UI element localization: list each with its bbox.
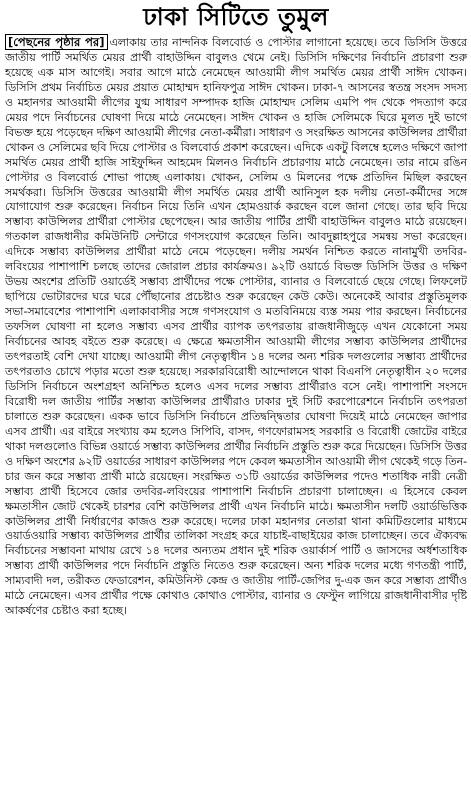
headline: ঢাকা সিটিতে তুমুল [143,3,329,31]
article-body-text: এলাকায় তার নান্দনিক বিলবোর্ড ও পোস্টার লাগানো হয়েছে। তবে ডিসিসি উত্তরে জাতীয় পার্টি সমর্থিত মেয়র প্রার্থী বাহাউদ্দিন বাবুলও থেমে নেই। ডিসিসি দক্ষিণের নির্বাচনি প্রচারণা শুরু হয়েছে এক মাস আগেই। সবার আগে মাঠে নেমেছেন আওয়ামী লীগ সমর্থিত মেয়র প্রার্থী সাঈদ খোকন। ডিসিসি প্রথম নির্বাচিত মেয়র প্রয়াত মোহাম্মদ হানিফপুত্র সাঈদ খোকন। ঢাকা-৭ আসনের স্বতন্ত্র সংসদ সদস্য ও মহানগর আওয়ামী লীগের যুগ্ম সাধারণ সম্পাদক হাজি মোহাম্মদ সেলিম এমপি পদ থেকে পদত্যাগ করে মেয়র পদে নির্বাচনের ঘোষণা দিয়ে মাঠে নেমেছেন। সাঈদ খোকন ও হাজি সেলিমকে ঘিরে মূলত দুই ভাগে বিভক্ত হয়ে পড়েছেন দক্ষিণ আওয়ামী লীগের নেতা-কর্মীরা। সাধারণ ও সংরক্ষিত আসনের কাউন্সিলর প্রার্থীরা খোকন ও সেলিমের ছবি দিয়ে পোস্টার ও বিলবোর্ড প্রকাশ করেছেন। এদিকে একটু বিলম্বে হলেও দক্ষিণে জাপা সমর্থিত মেয়র প্রার্থী হাজি সাইফুদ্দিন আহমেদ মিলনও নির্বাচনি প্রচারণায় মাঠে নেমেছেন। তার নামে রঙিন পোস্টার ও বিলবোর্ড শোভা পাচ্ছে এলাকায়। খোকন, সেলিম ও মিলনের পক্ষে প্রতিদিন মিছিল করছেন সমর্থকরা। ডিসিসি উত্তরের আওয়ামী লীগ সমর্থিত মেয়র প্রার্থী আনিসুল হক দলীয় নেতা-কর্মীদের সঙ্গে যোগাযোগ শুরু করেছেন। নির্বাচন নিয়ে তিনি এখন হোমওয়ার্ক করছেন বলে জানা গেছে। তার ছবি দিয়ে সম্ভাব্য কাউন্সিলর প্রার্থীরা পোস্টার ছেপেছেন। আর জাতীয় পার্টির প্রার্থী বাহাউদ্দিন বাবুলও মাঠে রয়েছেন। গতকাল রাজধানীর কমিউনিটি সেন্টারে গণসংযোগ করেছেন তিনি। আবদুল্লাহপুরে সমন্বয় সভা করেছেন। এদিকে সম্ভাব্য কাউন্সিলর প্রার্থীরা মাঠে নেমে পড়েছেন। দলীয় সমর্থন নিশ্চিত করতে নানামুখী তদবির-লবিংয়ের পাশাপাশি চলছে তাদের জোরাল প্রচার কার্যক্রমও। ৯২টি ওয়ার্ডে বিভক্ত ডিসিসি উত্তর ও দক্ষিণ উভয় অংশের প্রতিটি ওয়ার্ডেই সম্ভাব্য প্রার্থীদের পক্ষে পোস্টার, ব্যানার ও বিলবোর্ডে ছেয়ে গেছে। লিফলেট ছাপিয়ে ভোটারদের ঘরে ঘরে পৌঁছানোর প্রচেষ্টাও শুরু করেছেন কেউ কেউ। অনেকেই আবার প্রস্তুতিমূলক সভা-সমাবেশের পাশাপাশি এলাকাবাসীর সঙ্গে গণসংযোগ ও মতবিনিময়ে ব্যস্ত সময় পার করছেন। নির্বাচনের তফসিল ঘোষণা না হলেও সম্ভাব্য এসব প্রার্থীর ব্যাপক তৎপরতায় রাজধানীজুড়ে এখন যেকোনো সময় নির্বাচনের আবহ বইতে শুরু করেছে। এ ক্ষেত্রে ক্ষমতাসীন আওয়ামী লীগের সম্ভাব্য কাউন্সিলর প্রার্থীদের তৎপরতাই বেশি দেখা যাচ্ছে। আওয়ামী লীগ নেতৃত্বাধীন ১৪ দলের অন্য শরিক দলগুলোর সম্ভাব্য প্রার্থীদের তৎপরতাও চোখে পড়ার মতো শুরু হয়েছে। সরকারবিরোধী আন্দোলনে থাকা বিএনপি নেতৃত্বাধীন ২০ দলের ডিসিসি নির্বাচনে অংশগ্রহণ অনিশ্চিত হলেও এসব দলের সম্ভাব্য প্রার্থীরাও বসে নেই। পাশাপাশি সংসদে বিরোধী দল জাতীয় পার্টির সম্ভাব্য কাউন্সিলর প্রার্থীরাও ঢাকার দুই সিটি করপোরেশনে নির্বাচনি তৎপরতা চালাতে শুরু করেছেন। একক ভাবে ডিসিসি নির্বাচনে প্রতিদ্বন্দ্বিতার ঘোষণা দিয়েই মাঠে নেমেছেন জাপার এসব প্রার্থী। এর বাইরে সংখ্যায় কম হলেও সিপিবি, বাসদ, গণফোরামসহ সরকারি ও বিরোধী জোটের বাইরে থাকা দলগুলোও বিভিন্ন ওয়ার্ডে সম্ভাব্য কাউন্সিলর প্রার্থীর নির্বাচনি প্রস্তুতি শুরু করে দিয়েছেন। ডিসিসি উত্তর ও দক্ষিণ অংশের ৯২টি ওয়ার্ডের সাধারণ কাউন্সিলর পদে কেবল ক্ষমতাসীন আওয়ামী লীগ থেকেই গড়ে তিন-চার জন করে সম্ভাব্য প্রার্থী মাঠে রয়েছেন। সংরক্ষিত ৩১টি ওয়ার্ডের কাউন্সিলর পদেও শতাধিক নারী নেত্রী সম্ভাব্য প্রার্থী হিসেবে জোর তদবির-লবিংয়ের পাশাপাশি নির্বাচনি প্রচারণা চালাচ্ছেন। এ হিসেবে কেবল ক্ষমতাসীন জোট থেকেই চারশর বেশি কাউন্সিলর প্রার্থী এখন নির্বাচনি মাঠে। ক্ষমতাসীন দলটি ওয়ার্ডভিত্তিক কাউন্সিলর প্রার্থী নির্ধারণের কাজও শুরু করেছে। দলের ঢাকা মহানগর নেতারা থানা কমিটিগুলোর মাধ্যমে ওয়ার্ডওয়ারি সম্ভাব্য কাউন্সিলর প্রার্থীর তালিকা সংগ্রহ করে যাচাই-বাছাইয়ের কাজ চালাচ্ছেন। তবে ঐক্যবদ্ধ নির্বাচনের সম্ভাবনা মাথায় রেখে ১৪ দলের অন্যতম প্রধান দুই শরিক ওয়ার্কার্স পার্টি ও জাসদের অর্ধশতাধিক সম্ভাব্য প্রার্থী কাউন্সিলর পদে নির্বাচনি প্রস্তুতি নিতেও শুরু করেছেন। অন্য শরিক দলের মধ্যে গণতন্ত্রী পার্টি, সাম্যবাদী দল, তরীকত ফেডারেশন, কমিউনিস্ট কেন্দ্র ও জাতীয় পার্টি-জেপির দু-এক জন করে সম্ভাব্য প্রার্থীও মাঠে নেমেছেন। এসব প্রার্থীর পক্ষে কোথাও কোথাও পোস্টার, ব্যানার ও ফেস্টুন লাগিয়ে রাজধানীবাসীর দৃষ্টি আকর্ষণের চেষ্টাও করা হচ্ছে। [5,36,467,618]
article-body-paragraph [5,35,467,619]
continued-from-tag: [পেছনের পৃষ্ঠার পর] [5,34,108,50]
